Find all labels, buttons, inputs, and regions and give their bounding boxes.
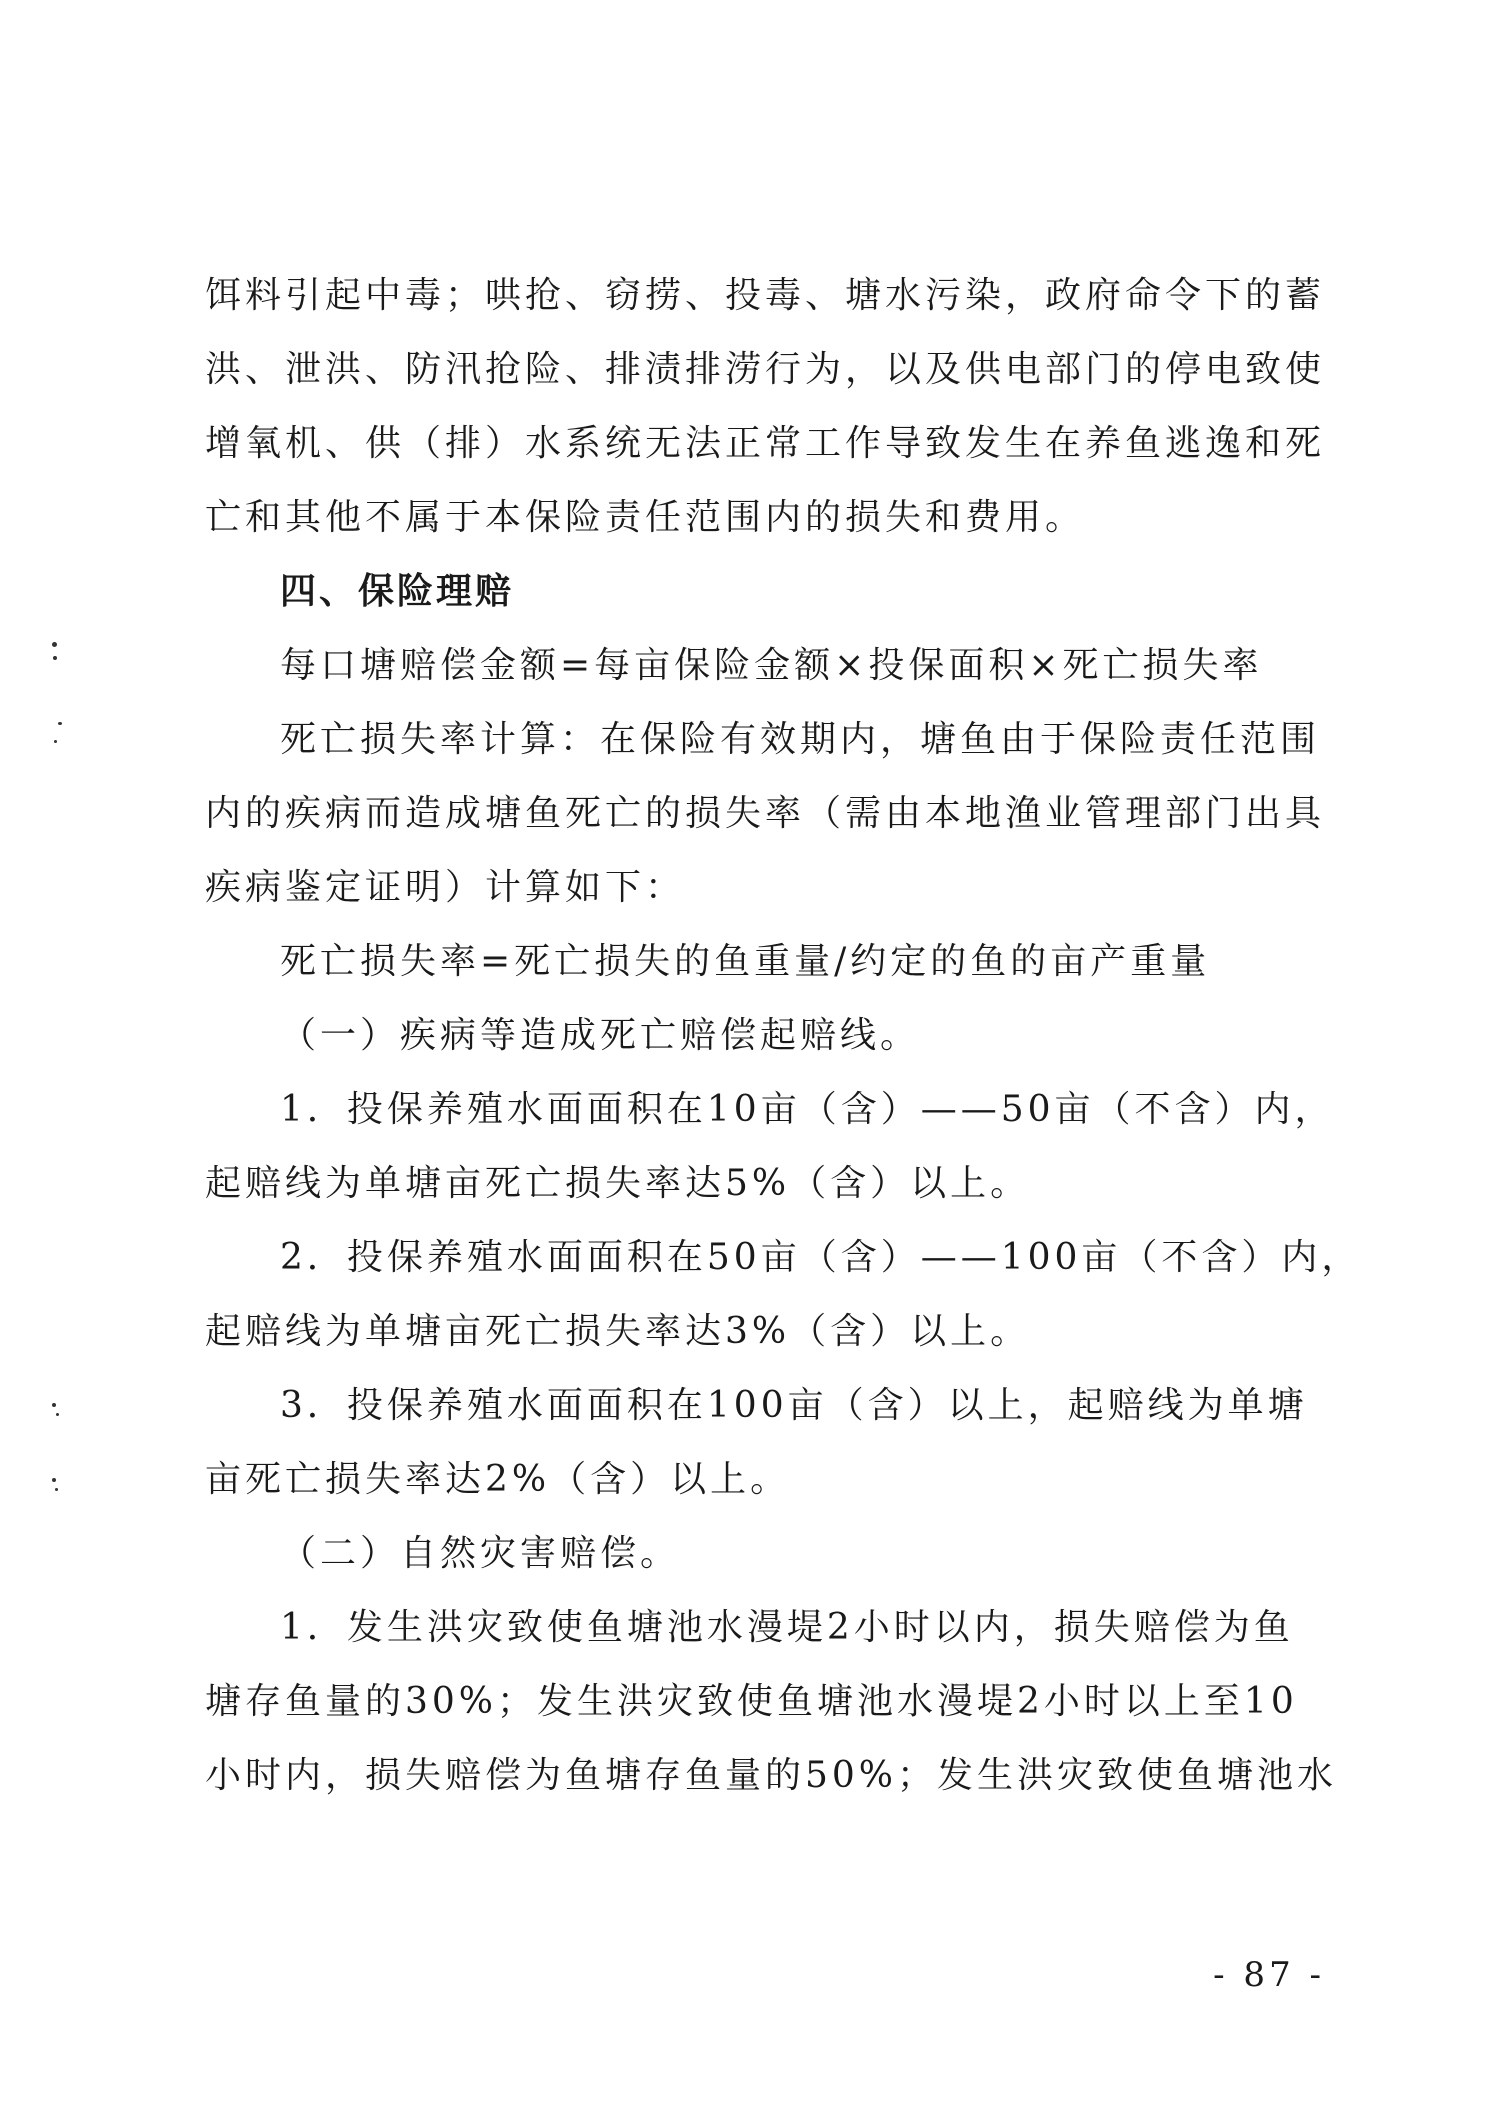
item-1-line-1: 1．投保养殖水面面积在10亩（含）——50亩（不含）内， bbox=[280, 1089, 1335, 1130]
body-line-3: 增氧机、供（排）水系统无法正常工作导致发生在养鱼逃逸和死 bbox=[205, 423, 1326, 464]
scan-speck bbox=[52, 1403, 56, 1407]
subheading-2: （二）自然灾害赔偿。 bbox=[280, 1533, 681, 1574]
body-line-7: 死亡损失率计算：在保险有效期内，塘鱼由于保险责任范围 bbox=[280, 719, 1321, 760]
body-line-1: 饵料引起中毒；哄抢、窃捞、投毒、塘水污染，政府命令下的蓄 bbox=[205, 275, 1326, 316]
scan-speck bbox=[52, 1478, 56, 1482]
subheading-1: （一）疾病等造成死亡赔偿起赔线。 bbox=[280, 1015, 921, 1056]
item-2-line-1: 2．投保养殖水面面积在50亩（含）——100亩（不含）内， bbox=[280, 1237, 1362, 1278]
flood-item-line-1: 1．发生洪灾致使鱼塘池水漫堤2小时以内，损失赔偿为鱼 bbox=[280, 1607, 1294, 1648]
item-3-line-1: 3．投保养殖水面面积在100亩（含）以上，起赔线为单塘 bbox=[280, 1385, 1308, 1426]
flood-item-line-3: 小时内，损失赔偿为鱼塘存鱼量的50%；发生洪灾致使鱼塘池水 bbox=[205, 1755, 1338, 1796]
body-line-9: 疾病鉴定证明）计算如下： bbox=[205, 867, 686, 908]
scan-speck bbox=[52, 642, 57, 647]
formula-line-2: 死亡损失率=死亡损失的鱼重量/约定的鱼的亩产重量 bbox=[280, 941, 1211, 982]
item-3-line-2: 亩死亡损失率达2%（含）以上。 bbox=[205, 1459, 791, 1500]
item-2-line-2: 起赔线为单塘亩死亡损失率达3%（含）以上。 bbox=[205, 1311, 1031, 1352]
flood-item-line-2: 塘存鱼量的30%；发生洪灾致使鱼塘池水漫堤2小时以上至10 bbox=[205, 1681, 1298, 1722]
body-line-2: 洪、泄洪、防汛抢险、排渍排涝行为，以及供电部门的停电致使 bbox=[205, 349, 1326, 390]
scan-speck bbox=[58, 722, 62, 725]
scan-speck bbox=[53, 656, 57, 660]
scan-speck bbox=[56, 1413, 59, 1416]
section-heading: 四、保险理赔 bbox=[280, 571, 515, 612]
formula-line: 每口塘赔偿金额=每亩保险金额×投保面积×死亡损失率 bbox=[280, 645, 1263, 686]
page-number: - 87 - bbox=[1213, 1955, 1325, 1995]
scan-speck bbox=[54, 740, 57, 743]
body-line-8: 内的疾病而造成塘鱼死亡的损失率（需由本地渔业管理部门出具 bbox=[205, 793, 1326, 834]
scan-speck bbox=[55, 1488, 58, 1491]
item-1-line-2: 起赔线为单塘亩死亡损失率达5%（含）以上。 bbox=[205, 1163, 1031, 1204]
body-line-4: 亡和其他不属于本保险责任范围内的损失和费用。 bbox=[205, 497, 1086, 538]
